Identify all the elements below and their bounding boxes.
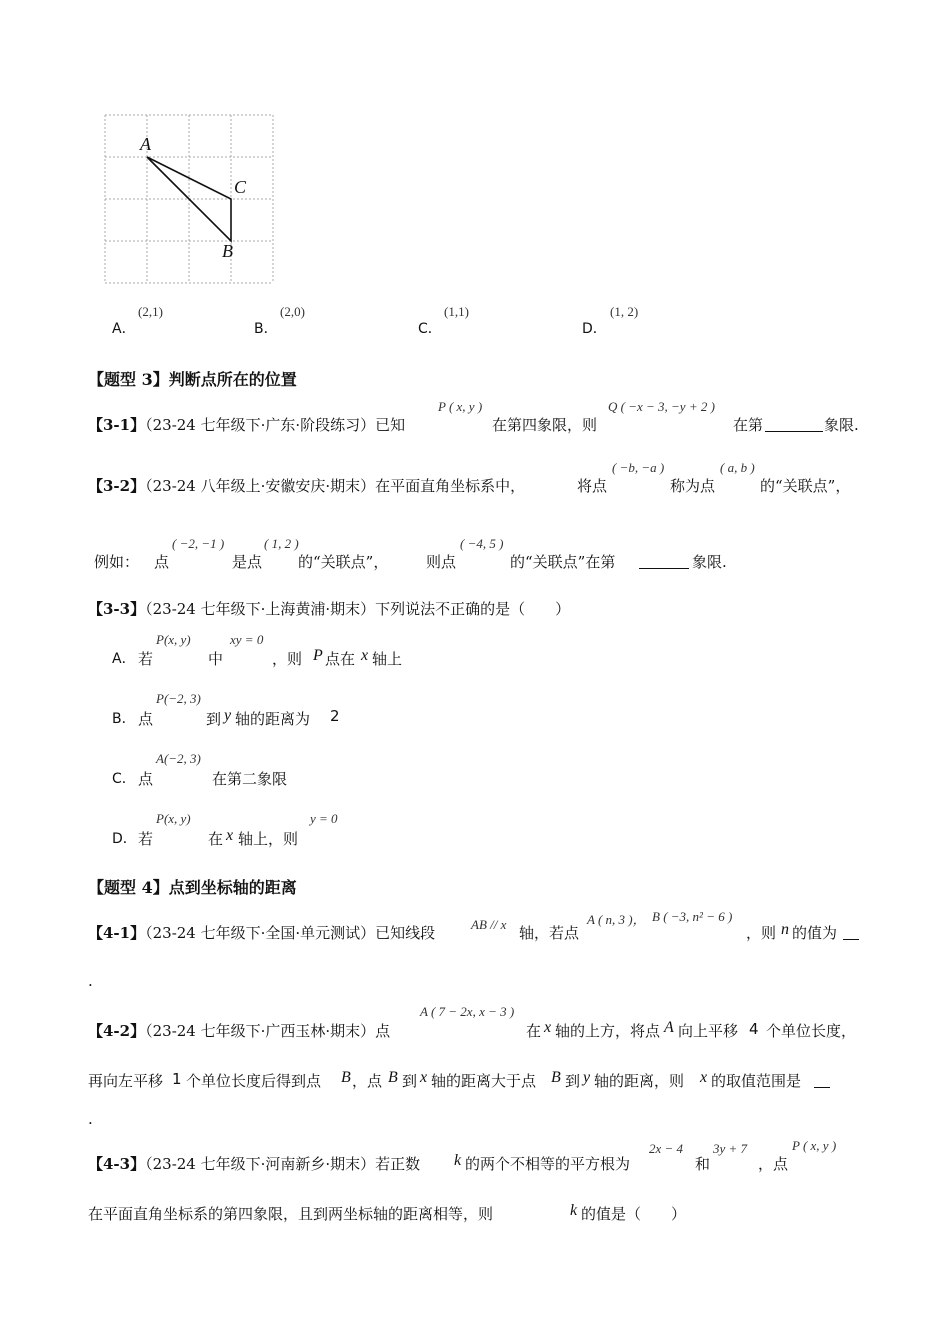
label-b: B (222, 241, 233, 261)
q32-line2-d: 的“关联点”， (298, 553, 389, 571)
q32-tag: 【3-2】 (88, 477, 146, 495)
q32-blank[interactable] (639, 551, 689, 569)
q43-math3: P ( x, y ) (792, 1138, 837, 1153)
q42-line2-d: 到 (402, 1072, 418, 1090)
q33-a-letter: A． (112, 651, 136, 667)
q31-math1: P ( x, y ) (438, 399, 483, 414)
q42-var3: B (341, 1069, 351, 1086)
q32-text1: 将点 (577, 477, 608, 495)
q42-var5: x (420, 1069, 428, 1086)
q41-source: （23-24 七年级下·全国·单元测试）已知线段 (145, 924, 436, 942)
q42-var4: B (388, 1069, 398, 1086)
option-b-letter: B． (254, 321, 278, 337)
q33-d-var1: x (226, 827, 234, 844)
q42-text4: 个单位长度， (766, 1022, 857, 1040)
q42-source: （23-24 七年级下·广西玉林·期末）点 (145, 1022, 391, 1040)
q32-source: （23-24 八年级上·安徽安庆·期末）在平面直角坐标系中， (145, 477, 526, 495)
q41-dot: . (88, 972, 93, 990)
q43-text2: 和 (695, 1155, 711, 1173)
q42-tag: 【4-2】 (88, 1022, 146, 1040)
q33-d-math2: y = 0 (310, 811, 338, 826)
q31-source: （23-24 七年级下·广东·阶段练习）已知 (145, 416, 406, 434)
q42-var8: x (700, 1069, 708, 1086)
q33-b-t3: 轴的距离为 (235, 710, 311, 728)
q33-a-math1: P(x, y) (156, 632, 191, 647)
q41-math3: B ( −3, n² − 6 ) (652, 909, 733, 924)
q33-b-math1: P(−2, 3) (156, 691, 201, 706)
q32-line2-f: 的“关联点”在第 (510, 553, 616, 571)
q33-a-t5: 轴上 (372, 650, 403, 668)
q32-line2-a: 例如： (94, 553, 140, 571)
q33-d-math1: P(x, y) (156, 811, 191, 826)
q33-source: （23-24 七年级下·上海黄浦·期末）下列说法不正确的是（ ） (145, 600, 571, 618)
question-3-1 (88, 414, 405, 435)
q33-c-math1: A(−2, 3) (156, 751, 201, 766)
q31-blank[interactable] (765, 414, 823, 432)
q33-c-t1: 点 (138, 770, 154, 788)
q43-tag: 【4-3】 (88, 1155, 146, 1173)
q42-dot: . (88, 1110, 93, 1128)
q33-d-t1: 若 (138, 830, 154, 848)
q31-text2: 在第 (733, 416, 764, 434)
q43-line2-a: 在平面直角坐标系的第四象限，且到两坐标轴的距离相等，则 (88, 1205, 494, 1223)
q42-line2-e: 轴的距离大于点 (431, 1072, 537, 1090)
question-4-3 (88, 1153, 420, 1174)
q43-text1: 的两个不相等的平方根为 (465, 1155, 631, 1173)
q42-var6: B (551, 1069, 561, 1086)
q33-b-num: 2 (330, 707, 340, 725)
option-c-value: (1,1) (444, 304, 469, 319)
q33-a-var2: x (361, 647, 369, 664)
q32-math4: ( 1, 2 ) (264, 536, 299, 551)
q41-tag: 【4-1】 (88, 924, 146, 942)
q41-text2: ，则 (746, 924, 777, 942)
q41-math2: A ( n, 3 )， (587, 912, 646, 927)
option-a-value: (2,1) (138, 304, 163, 319)
q42-line2-h: 的取值范围是 (711, 1072, 802, 1090)
q33-a-t4: 点在 (325, 650, 356, 668)
q42-blank[interactable] (814, 1070, 830, 1088)
q42-line2-a: 再向左平移 (88, 1072, 164, 1090)
q41-var1: n (781, 921, 789, 938)
q41-text3: 的值为 (792, 924, 838, 942)
q41-text1: 轴，若点 (519, 924, 580, 942)
q42-var1: x (544, 1019, 552, 1036)
q42-line2-g: 轴的距离，则 (594, 1072, 685, 1090)
q32-line2-c: 是点 (232, 553, 263, 571)
question-3-3 (88, 598, 570, 619)
q31-tag: 【3-1】 (88, 416, 146, 434)
grid-figure (100, 110, 280, 288)
type4-heading: 【题型 4】点到坐标轴的距离 (88, 878, 297, 897)
question-4-2 (88, 1020, 390, 1041)
q32-text2: 称为点 (670, 477, 716, 495)
q33-a-t2: 中 (208, 650, 224, 668)
q31-text1: 在第四象限，则 (492, 416, 598, 434)
q31-text3: 象限. (824, 416, 859, 434)
option-d-value: (1, 2) (610, 304, 639, 319)
q33-a-t3: ，则 (272, 650, 303, 668)
label-a: A (140, 134, 151, 154)
q43-math2: 3y + 7 (713, 1141, 748, 1156)
q42-text1: 在 (526, 1022, 542, 1040)
q33-b-t2: 到 (206, 710, 222, 728)
q42-line2-c: ，点 (352, 1072, 383, 1090)
q33-tag: 【3-3】 (88, 600, 146, 618)
q32-text3: 的“关联点”， (760, 477, 851, 495)
q33-d-t3: 轴上，则 (238, 830, 299, 848)
question-4-1 (88, 922, 435, 943)
q33-b-t1: 点 (138, 710, 154, 728)
q42-math1: A ( 7 − 2x, x − 3 ) (420, 1004, 515, 1019)
question-3-2 (88, 475, 525, 496)
q42-line2-b: 个单位长度后得到点 (186, 1072, 322, 1090)
q32-line2-g: 象限. (692, 553, 727, 571)
q42-text3: 向上平移 (678, 1022, 739, 1040)
q43-source: （23-24 七年级下·河南新乡·期末）若正数 (145, 1155, 421, 1173)
q32-math3: ( −2, −1 ) (172, 536, 225, 551)
q33-d-letter: D． (112, 831, 137, 847)
q42-var2: A (664, 1019, 674, 1036)
q42-num2: 1 (172, 1070, 182, 1088)
q42-num1: 4 (749, 1020, 759, 1038)
q33-d-t2: 在 (208, 830, 224, 848)
option-b-value: (2,0) (280, 304, 305, 319)
q41-blank[interactable] (843, 922, 859, 940)
label-c: C (234, 177, 247, 197)
q31-math2: Q ( −x − 3, −y + 2 ) (608, 399, 715, 414)
q33-a-var1: P (313, 647, 323, 664)
q42-line2-f: 到 (565, 1072, 581, 1090)
q32-math5: ( −4, 5 ) (460, 536, 504, 551)
q33-c-letter: C． (112, 771, 136, 787)
option-d-letter: D． (582, 321, 607, 337)
q32-math1: ( −b, −a ) (612, 460, 665, 475)
q42-var7: y (583, 1069, 591, 1086)
q33-a-math2: xy = 0 (230, 632, 264, 647)
q43-math1: 2x − 4 (649, 1141, 684, 1156)
q41-math1: AB // x (471, 917, 507, 932)
q43-var1: k (454, 1152, 462, 1169)
q33-b-var1: y (224, 707, 232, 724)
option-c-letter: C． (418, 321, 442, 337)
q33-a-t1: 若 (138, 650, 154, 668)
type3-heading: 【题型 3】判断点所在的位置 (88, 370, 297, 389)
q43-var2: k (570, 1202, 578, 1219)
option-a-letter: A． (112, 321, 136, 337)
q32-math2: ( a, b ) (720, 460, 755, 475)
q43-text3: ，点 (758, 1155, 789, 1173)
q33-c-t2: 在第二象限 (212, 770, 288, 788)
q33-b-letter: B． (112, 711, 136, 727)
q32-line2-b: 点 (154, 553, 170, 571)
q42-text2: 轴的上方，将点 (555, 1022, 661, 1040)
q32-line2-e: 则点 (426, 553, 457, 571)
q43-line2-b: 的值是（ ） (581, 1205, 687, 1223)
